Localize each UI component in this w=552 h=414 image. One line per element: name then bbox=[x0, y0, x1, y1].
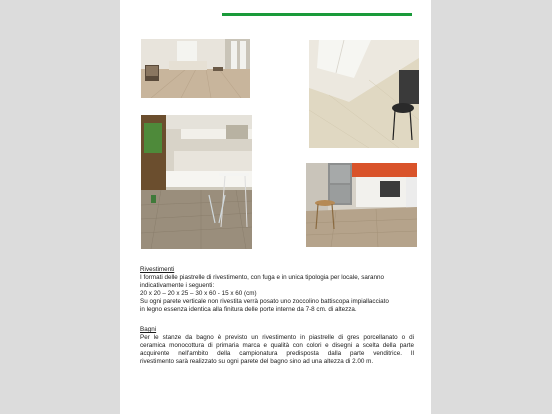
section-bagni bbox=[140, 326, 414, 366]
photo-tile-floor-room bbox=[309, 40, 419, 148]
photo-kitchen-orange-wall bbox=[306, 163, 417, 247]
rivestimenti-line-5: in legno essenza identica alla finitura delle porte interne da 7-8 cm. di altezza. bbox=[140, 306, 357, 313]
photo-kitchen-wood-floor bbox=[141, 115, 252, 249]
bagni-line-2: ceramica monocottura di primaria marca e qualità con colori e disegni a scelta della parte bbox=[140, 342, 414, 349]
rivestimenti-line-3: 20 x 20 – 20 x 25 – 30 x 60 - 15 x 60 (cm) bbox=[140, 290, 257, 297]
document-page bbox=[120, 0, 431, 414]
rivestimenti-line-1: I formati delle piastrelle di rivestimento, con fuga e in unica tipologia per locale, saranno bbox=[140, 274, 384, 281]
bagni-line-4: rivestimento sarà realizzato su ogni parete del bagno sino ad una altezza di 2.00 m. bbox=[140, 358, 374, 365]
rivestimenti-line-4: Su ogni parete verticale non rivestita verrà posato uno zoccolino battiscopa impiallacciato bbox=[140, 298, 389, 305]
section-heading-bagni: Bagni bbox=[140, 326, 157, 333]
header-green-rule bbox=[222, 13, 412, 16]
rivestimenti-line-2: indicativamente i seguenti: bbox=[140, 282, 215, 289]
bagni-line-3: acquirente nell'ambito della campionatura predisposta dalla parte venditrice. Il bbox=[140, 350, 414, 357]
section-heading-rivestimenti: Rivestimenti bbox=[140, 266, 175, 273]
photo-living-room bbox=[141, 39, 250, 98]
bagni-line-1: Per le stanze da bagno è previsto un rivestimento in piastrelle di gres porcellanato o di bbox=[140, 334, 414, 341]
section-rivestimenti bbox=[140, 266, 414, 314]
